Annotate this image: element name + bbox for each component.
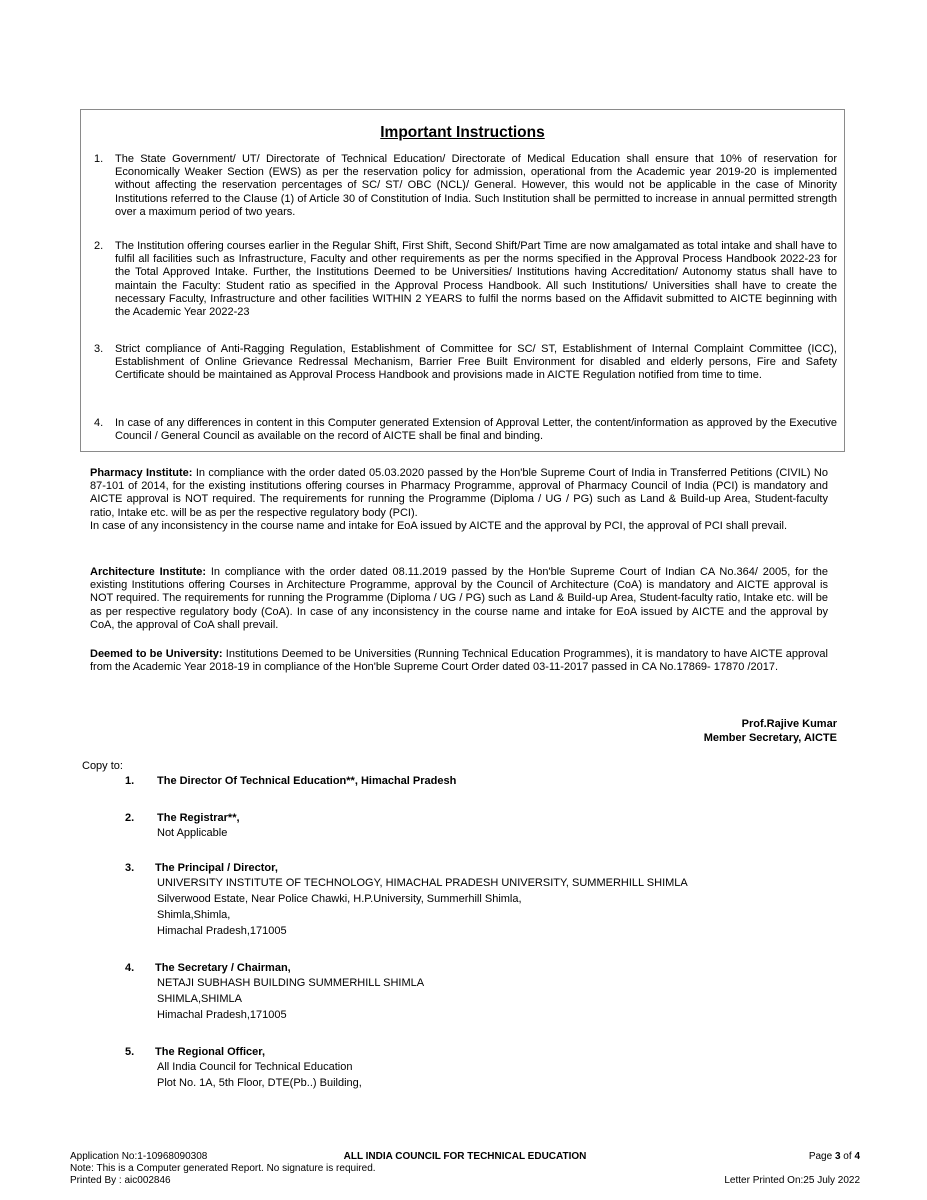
footer-application-no: Application No:1-10968090308 (70, 1151, 208, 1162)
instruction-item-3 (94, 343, 837, 383)
copy-item-head: The Principal / Director, (155, 862, 278, 874)
instruction-number: 2. (94, 240, 104, 252)
instruction-item-1 (94, 153, 837, 219)
pharmacy-label: Pharmacy Institute: (90, 467, 193, 479)
footer-note: Note: This is a Computer generated Report. No signature is required. (70, 1163, 376, 1174)
architecture-text: In compliance with the order dated 08.11.2019 passed by the Hon'ble Supreme Court of Indian CA No.364/ 2005, for the existing Institutions offering Courses in Architecture Programme, approval by the Council of Architecture (CoA) is mandatory and AICTE approval is NOT required. The requirements for running the Programme (Diploma / UG / PG) such as Land & Build-up Area, Student-faculty ratio, Intake etc. will be as per respective regulatory body (CoA). In case of any inconsistency in the course name and intake for EoA issued by AICTE and the approval by CoA, the approval of CoA shall prevail. (90, 566, 829, 631)
instruction-text: The State Government/ UT/ Directorate of Technical Education/ Directorate of Medical Education shall ensure that 10% of reservation for Economically Weaker Section (EWS) as per the reservation policy for admission, operational from the Academic year 2019-20 is implemented without affecting the reservation percentages of SC/ ST/ OBC (NCL)/ General. However, this would not be applicable in the case of Minority Institutions referred to the Clause (1) of Article 30 of Constitution of India. Such Institution shall be permitted to increase in annual permitted strength over a maximum period of two years. (115, 153, 837, 218)
deemed-label: Deemed to be University: (90, 648, 223, 660)
footer-page-current: 3 (834, 1151, 841, 1162)
copy-item-5 (125, 1046, 825, 1091)
copy-item-head: The Registrar**, (157, 812, 240, 824)
copy-item-line: NETAJI SUBHASH BUILDING SUMMERHILL SHIMLA (157, 977, 425, 990)
instruction-item-4 (94, 417, 837, 443)
footer-printed-by: Printed By : aic002846 (70, 1175, 171, 1186)
copy-item-line: Himachal Pradesh,171005 (157, 1009, 287, 1022)
page-footer (70, 1151, 860, 1191)
footer-page-mid: of (840, 1151, 855, 1162)
footer-page-number (809, 1151, 860, 1163)
instruction-text: The Institution offering courses earlier in the Regular Shift, First Shift, Second Shift/Part Time are now amalgamated as total intake and shall have to fulfil all facilities such as Infrastructure, Faculty and other requirements as per the norms specified in the Approval Process Handbook 2022-23 for the Total Approved Intake. Further, the Institutions Deemed to be Universities/ Institutions having Accreditation/ Autonomy status shall have to maintain the Faculty: Student ratio as specified in the Approval Process Handbook. All such Institutions/ Universities shall have to create the necessary Faculty, Infrastructure and other facilities WITHIN 2 YEARS to fulfil the norms based on the Affidavit submitted to AICTE beginning with the Academic Year 2022-23 (115, 240, 837, 319)
signatory-name: Prof.Rajive Kumar (741, 718, 837, 730)
important-instructions-box (80, 109, 845, 452)
copy-to-label: Copy to: (82, 760, 123, 772)
copy-item-3 (125, 862, 825, 939)
instruction-number: 1. (94, 153, 104, 165)
copy-item-line: Not Applicable (157, 827, 228, 840)
copy-item-1 (125, 775, 825, 788)
copy-item-line: Himachal Pradesh,171005 (157, 925, 287, 938)
pharmacy-institute-paragraph (90, 467, 828, 533)
footer-page-prefix: Page (808, 1151, 835, 1162)
footer-org-name: ALL INDIA COUNCIL FOR TECHNICAL EDUCATION (343, 1151, 587, 1162)
pharmacy-text: In compliance with the order dated 05.03.2020 passed by the Hon'ble Supreme Court of India in Transferred Petitions (CIVIL) No 87-101 of 2014, for the existing institutions offering courses in Pharmacy Programme, approval of Pharmacy Council of India (PCI) is mandatory and AICTE approval is NOT required. The requirements for running the Programme (Diploma / UG / PG) such as Land & Build-up Area, Student-faculty ratio, Intake etc. will be as per the respective regulatory body (PCI). (90, 467, 828, 519)
copy-item-number: 2. (125, 812, 135, 824)
copy-item-2 (125, 812, 825, 841)
deemed-text: Institutions Deemed to be Universities (Running Technical Education Programmes), it is mandatory to have AICTE approval from the Academic Year 2018-19 in compliance of the Hon'ble Supreme Court Order dated 03-11-2017 passed in CA No.17869- 17870 /2017. (90, 648, 828, 674)
instructions-title: Important Instructions (380, 124, 545, 141)
architecture-label: Architecture Institute: (90, 566, 207, 578)
copy-item-head: The Secretary / Chairman, (155, 962, 291, 974)
copy-item-head: The Director Of Technical Education**, Himachal Pradesh (157, 775, 457, 787)
copy-item-number: 3. (125, 862, 135, 874)
copy-item-line: SHIMLA,SHIMLA (157, 993, 242, 1006)
copy-item-head: The Regional Officer, (155, 1046, 266, 1058)
architecture-institute-paragraph (90, 566, 828, 632)
copy-item-4 (125, 962, 825, 1023)
instruction-item-2 (94, 240, 837, 319)
copy-item-line: UNIVERSITY INSTITUTE OF TECHNOLOGY, HIMACHAL PRADESH UNIVERSITY, SUMMERHILL SHIMLA (157, 877, 688, 890)
instruction-number: 3. (94, 343, 104, 355)
deemed-university-paragraph (90, 648, 828, 674)
footer-page-total: 4 (854, 1151, 860, 1162)
instruction-text: In case of any differences in content in this Computer generated Extension of Approval Letter, the content/information as approved by the Executive Council / General Council as available on the record of AICTE shall be final and binding. (115, 417, 837, 443)
copy-item-number: 4. (125, 962, 135, 974)
pharmacy-text-2: In case of any inconsistency in the course name and intake for EoA issued by AICTE and the approval by PCI, the approval of PCI shall prevail. (90, 519, 788, 532)
footer-printed-on: Letter Printed On:25 July 2022 (724, 1175, 860, 1186)
copy-item-number: 5. (125, 1046, 135, 1058)
copy-item-line: Silverwood Estate, Near Police Chawki, H.P.University, Summerhill Shimla, (157, 893, 522, 906)
copy-item-line: Plot No. 1A, 5th Floor, DTE(Pb..) Building, (157, 1077, 362, 1090)
copy-item-line: Shimla,Shimla, (157, 909, 231, 922)
instruction-number: 4. (94, 417, 104, 429)
copy-item-line: All India Council for Technical Education (157, 1061, 353, 1074)
instruction-text: Strict compliance of Anti-Ragging Regulation, Establishment of Committee for SC/ ST, Establishment of Internal Complaint Committee (ICC), Establishment of Online Grievance Redressal Mechanism, Barrier Free Built Environment for disabled and elderly persons, Fire and Safety Certificate should be maintained as Approval Process Handbook and provisions made in AICTE Regulation notified from time to time. (115, 343, 837, 382)
signatory-designation: Member Secretary, AICTE (703, 732, 837, 744)
copy-item-number: 1. (125, 775, 135, 787)
